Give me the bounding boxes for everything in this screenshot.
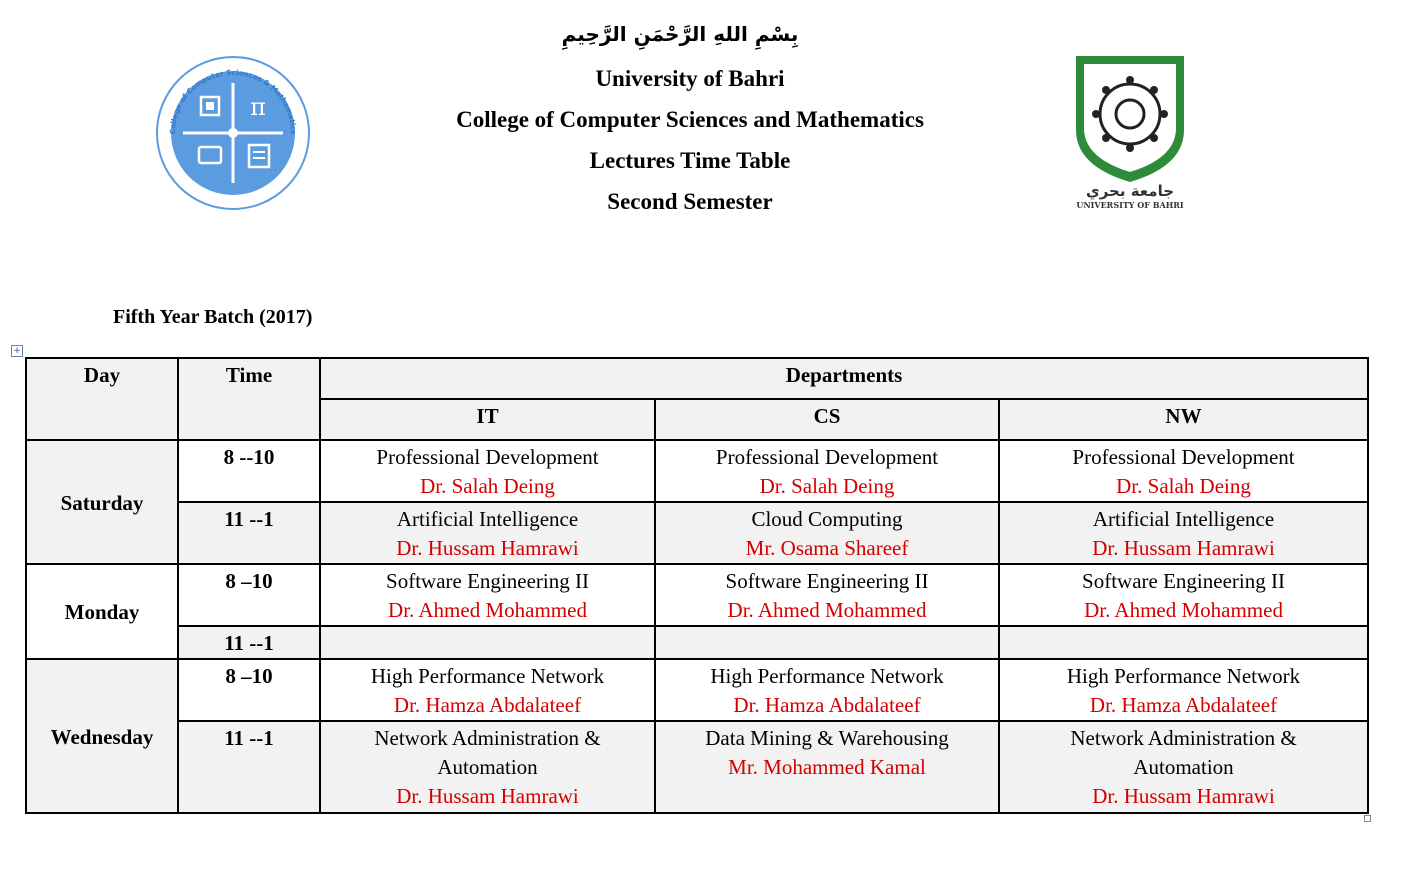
lecturer-name: Dr. Ahmed Mohammed [388, 598, 587, 622]
course-name: Artificial Intelligence [1092, 507, 1275, 531]
course-name: Professional Development [376, 445, 599, 469]
course-cell [320, 502, 655, 564]
time-cell: 11 --1 [178, 502, 320, 564]
university-logo [1060, 50, 1200, 210]
course-name: Software Engineering II [725, 569, 929, 593]
svg-text:UNIVERSITY OF BAHRI: UNIVERSITY OF BAHRI [1076, 200, 1184, 210]
course-cell [655, 659, 999, 721]
course-name: Cloud Computing [751, 507, 903, 531]
header-time: Time [178, 358, 320, 440]
svg-text:π: π [250, 93, 266, 121]
course-name: Professional Development [1072, 445, 1295, 469]
header-dept-it: IT [320, 399, 655, 440]
lecturer-name: Dr. Hamza Abdalateef [733, 693, 921, 717]
svg-text:College of Computer Sciences &: College of Computer Sciences & Mathematics [167, 67, 299, 135]
course-cell [655, 564, 999, 626]
lecturer-name: Dr. Salah Deing [1116, 474, 1251, 498]
basmala: بِسْمِ اللهِ الرَّحْمَنِ الرَّحِيمِ [561, 22, 799, 46]
course-cell [999, 564, 1368, 626]
course-name: Artificial Intelligence [396, 507, 579, 531]
university-name: University of Bahri [595, 66, 785, 91]
course-cell [655, 440, 999, 502]
course-cell [999, 626, 1368, 659]
course-cell [999, 502, 1368, 564]
course-cell [999, 659, 1368, 721]
document-title: Lectures Time Table [589, 148, 791, 173]
day-cell: Monday [26, 564, 178, 659]
timetable [25, 357, 1369, 814]
course-name: High Performance Network [1066, 664, 1301, 688]
course-name: High Performance Network [710, 664, 944, 688]
svg-text:جامعة بحري: جامعة بحري [1085, 182, 1175, 200]
course-cell [999, 721, 1368, 813]
header-departments: Departments [320, 358, 1368, 399]
course-name: High Performance Network [370, 664, 605, 688]
table-row [26, 721, 1368, 813]
course-name: Professional Development [715, 445, 939, 469]
table-move-handle-icon[interactable]: + [11, 345, 23, 357]
course-name: Data Mining & Warehousing [705, 726, 949, 750]
lecturer-name: Dr. Ahmed Mohammed [727, 598, 927, 622]
batch-label: Fifth Year Batch (2017) [113, 306, 313, 328]
course-cell [655, 626, 999, 659]
table-resize-handle[interactable] [1364, 815, 1371, 822]
college-logo [155, 55, 311, 211]
lecturer-name: Dr. Hussam Hamrawi [396, 536, 579, 560]
course-name: Software Engineering II [1082, 569, 1285, 593]
course-name: Software Engineering II [386, 569, 589, 593]
header-dept-nw: NW [999, 399, 1368, 440]
course-name: Network Administration & Automation [1070, 726, 1297, 779]
course-cell [320, 659, 655, 721]
course-cell [655, 502, 999, 564]
time-cell: 8 –10 [178, 564, 320, 626]
header-dept-cs: CS [655, 399, 999, 440]
lecturer-name: Dr. Ahmed Mohammed [1084, 598, 1283, 622]
lecturer-name: Mr. Osama Shareef [745, 536, 909, 560]
lecturer-name: Mr. Mohammed Kamal [728, 755, 926, 779]
lecturer-name: Dr. Hussam Hamrawi [1092, 536, 1275, 560]
course-name: Network Administration & Automation [374, 726, 601, 779]
table-row [26, 564, 1368, 626]
time-cell: 8 --10 [178, 440, 320, 502]
table-row [26, 659, 1368, 721]
course-cell [320, 564, 655, 626]
college-name: College of Computer Sciences and Mathematics [456, 107, 924, 132]
course-cell [320, 626, 655, 659]
table-row [26, 502, 1368, 564]
table-row [26, 440, 1368, 502]
lecturer-name: Dr. Hussam Hamrawi [1092, 784, 1275, 808]
lecturer-name: Dr. Salah Deing [759, 474, 895, 498]
course-cell [999, 440, 1368, 502]
time-cell: 11 --1 [178, 626, 320, 659]
lecturer-name: Dr. Hamza Abdalateef [393, 693, 582, 717]
course-cell [320, 440, 655, 502]
course-cell [320, 721, 655, 813]
course-cell [655, 721, 999, 813]
semester-label: Second Semester [607, 189, 773, 214]
day-cell: Wednesday [26, 659, 178, 813]
lecturer-name: Dr. Salah Deing [420, 474, 555, 498]
table-row [26, 626, 1368, 659]
day-cell: Saturday [26, 440, 178, 564]
header-day: Day [26, 358, 178, 440]
lecturer-name: Dr. Hamza Abdalateef [1089, 693, 1278, 717]
lecturer-name: Dr. Hussam Hamrawi [396, 784, 579, 808]
time-cell: 11 --1 [178, 721, 320, 813]
time-cell: 8 –10 [178, 659, 320, 721]
